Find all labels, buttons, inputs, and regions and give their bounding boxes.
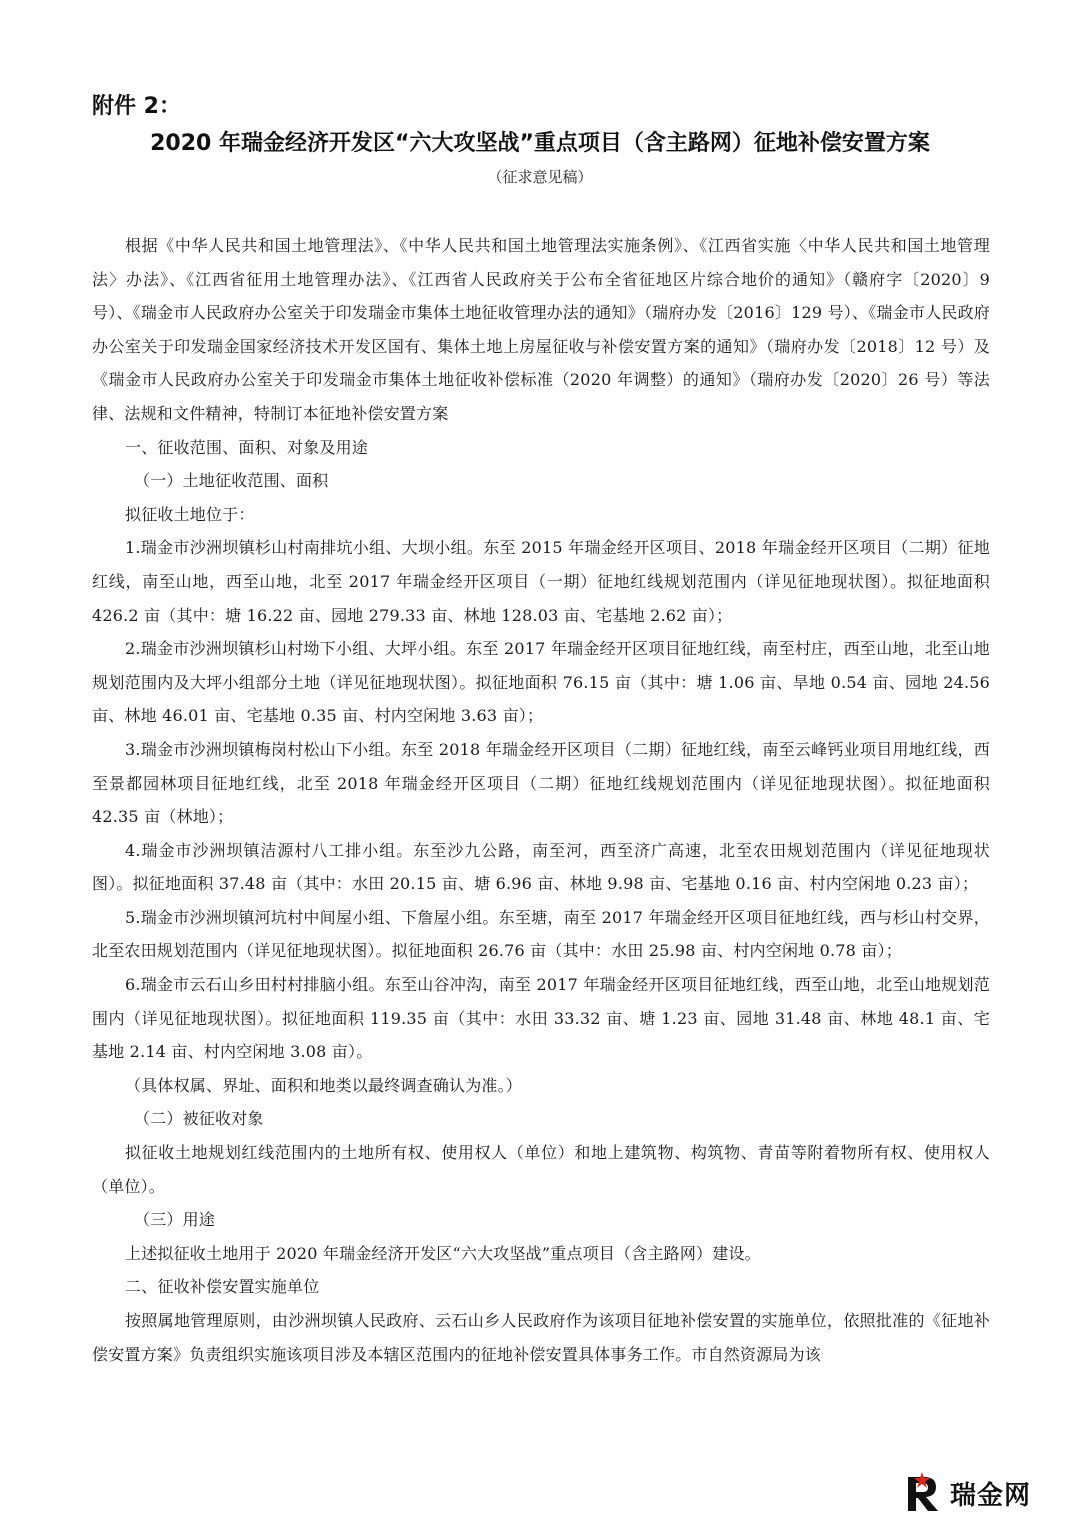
watermark-name: 瑞金网 <box>950 1480 1032 1511</box>
document-title: 2020 年瑞金经济开发区“六大攻坚战”重点项目（含主路网）征地补偿安置方案 <box>150 131 930 156</box>
subsection-heading-2: （二）被征收对象 <box>134 1109 264 1129</box>
watermark-logo <box>900 1470 1070 1516</box>
paragraph-legal-basis: 根据《中华人民共和国土地管理法》、《中华人民共和国土地管理法实施条例》、《江西省实施〈中华人民共和国土地管理法〉办法》、《江西省征用土地管理办法》、《江西省人民政府关于公布全省征地区片综合地价的通知》（赣府字〔2020〕9 号）、《瑞金市人民政府办公室关于印发瑞金市集体土地征收管理办法的通知》（瑞府办发〔2016〕129 号）、《瑞金市人民政府办公室关于印发瑞金国家经济技术开发区国有、集体土地上房屋征收与补偿安置方案的通知》（瑞府办发〔2018〕12 号）及《瑞金市人民政府办公室关于印发瑞金市集体土地征收补偿标准（2020 年调整）的通知》（瑞府办发〔2020〕26 号）等法律、法规和文件精神，特制订本征地补偿安置方案 <box>92 236 990 423</box>
document-body <box>92 229 990 1371</box>
paragraph-item-3: 3.瑞金市沙洲坝镇梅岗村松山下小组。东至 2018 年瑞金经开区项目（二期）征地红线，南至云峰钙业项目用地红线，西至景都园林项目征地红线，北至 2018 年瑞金经开区项目（二期）征地红线规划范围内（详见征地现状图）。拟征地面积 42.35 亩（林地）； <box>92 739 990 827</box>
paragraph-item-2: 2.瑞金市沙洲坝镇杉山村坳下小组、大坪小组。东至 2017 年瑞金经开区项目征地红线，南至村庄，西至山地，北至山地规划范围内及大坪小组部分土地（详见征地现状图）。拟征地面积 76.15 亩（其中：塘 1.06 亩、旱地 0.54 亩、园地 24.56 亩、林地 46.01 亩、宅基地 0.35 亩、村内空闲地 3.63 亩）； <box>92 639 990 726</box>
paragraph-item-6: 6.瑞金市云石山乡田村村排脑小组。东至山谷冲沟，南至 2017 年瑞金经开区项目征地红线，西至山地，北至山地规划范围内（详见征地现状图）。拟征地面积 119.35 亩（其中：水田 33.32 亩、塘 1.23 亩、园地 31.48 亩、林地 48.1 亩、宅基地 2.14 亩、村内空闲地 3.08 亩）。 <box>92 975 990 1062</box>
subsection-heading-3: （三）用途 <box>134 1210 216 1230</box>
subsection-heading-1: （一）土地征收范围、面积 <box>134 471 329 491</box>
paragraph-note: （具体权属、界址、面积和地类以最终调查确认为准。） <box>125 1075 523 1095</box>
paragraph-location-intro: 拟征收土地位于： <box>125 504 255 524</box>
paragraph-item-5: 5.瑞金市沙洲坝镇河坑村中间屋小组、下詹屋小组。东至塘，南至 2017 年瑞金经开区项目征地红线，西与杉山村交界，北至农田规划范围内（详见征地现状图）。拟征地面积 26.76 亩（其中：水田 25.98 亩、村内空闲地 0.78 亩）； <box>92 907 990 961</box>
document-subtitle: （征求意见稿） <box>487 168 593 186</box>
paragraph-implementation: 按照属地管理原则，由沙洲坝镇人民政府、云石山乡人民政府作为该项目征地补偿安置的实施单位，依照批准的《征地补偿安置方案》负责组织实施该项目涉及本辖区范围内的征地补偿安置具体事务工作。市自然资源局为该 <box>92 1311 990 1364</box>
ruijin-r-logo-icon <box>900 1471 944 1515</box>
attachment-label: 附件 2： <box>92 94 181 119</box>
paragraph-item-1: 1.瑞金市沙洲坝镇杉山村南排坑小组、大坝小组。东至 2015 年瑞金经开区项目、2018 年瑞金经开区项目（二期）征地红线，南至山地，西至山地，北至 2017 年瑞金经开区项目（一期）征地红线规划范围内（详见征地现状图）。拟征地面积 426.2 亩（其中：塘 16.22 亩、园地 279.33 亩、林地 128.03 亩、宅基地 2.62 亩）； <box>92 538 990 625</box>
paragraph-targets: 拟征收土地规划红线范围内的土地所有权、使用权人（单位）和地上建筑物、构筑物、青苗等附着物所有权、使用权人（单位）。 <box>92 1143 990 1196</box>
section-heading-2: 二、征收补偿安置实施单位 <box>125 1277 320 1297</box>
paragraph-item-4: 4.瑞金市沙洲坝镇洁源村八工排小组。东至沙九公路，南至河，西至济广高速，北至农田规划范围内（详见征地现状图）。拟征地面积 37.48 亩（其中：水田 20.15 亩、塘 6.96 亩、林地 9.98 亩、宅基地 0.16 亩、村内空闲地 0.23 亩）； <box>92 840 990 894</box>
paragraph-purpose: 上述拟征收土地用于 2020 年瑞金经济开发区“六大攻坚战”重点项目（含主路网）建设。 <box>125 1243 761 1263</box>
section-heading-1: 一、征收范围、面积、对象及用途 <box>125 437 369 457</box>
